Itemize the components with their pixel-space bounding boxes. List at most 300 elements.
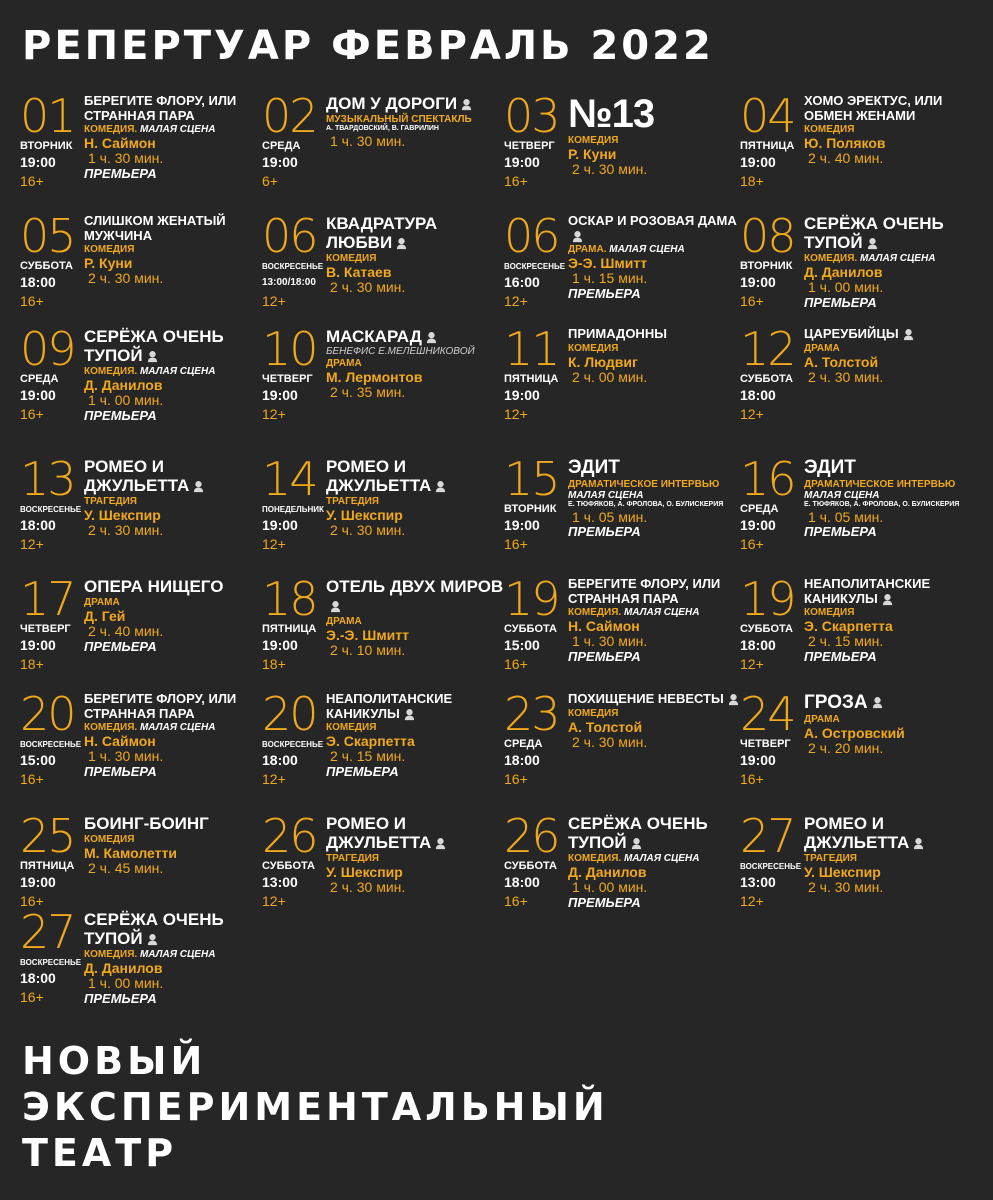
event-time: 13:00/18:00 [262, 277, 316, 288]
event-author: Д. Гей [84, 608, 126, 625]
event-cast: А. ТВАРДОВСКИЙ, В. ГАВРИЛИН [326, 125, 439, 133]
event-info [568, 577, 746, 665]
event-age-rating: 16+ [740, 293, 764, 309]
event-genre-text: ДРАМАТИЧЕСКОЕ ИНТЕРВЬЮ [568, 479, 720, 491]
event-title [804, 814, 982, 852]
event-author: А. Островский [804, 725, 905, 742]
event-title [326, 214, 504, 252]
event-genre-text: ТРАГЕДИЯ [84, 496, 137, 508]
event-card [20, 452, 258, 567]
event-genre [84, 366, 262, 377]
event-age-rating: 18+ [740, 173, 764, 189]
event-time: 19:00 [740, 154, 776, 170]
event-genre [568, 708, 746, 719]
event-premiere-label: ПРЕМЬЕРА [568, 648, 641, 664]
bust-icon [425, 331, 438, 344]
theatre-name-line: ЭКСПЕРИМЕНТАЛЬНЫЙ [22, 1085, 609, 1129]
event-title-text: ОТЕЛЬ ДВУХ МИРОВ [326, 577, 504, 596]
event-title [804, 327, 982, 342]
event-time: 18:00 [20, 274, 56, 290]
event-genre-text: МУЗЫКАЛЬНЫЙ СПЕКТАКЛЬ [326, 114, 472, 126]
event-time: 19:00 [262, 154, 298, 170]
event-card [262, 809, 500, 924]
event-duration: 2 ч. 30 мин. [330, 279, 406, 296]
bust-icon [866, 237, 879, 250]
event-card [504, 322, 742, 437]
event-card [504, 89, 742, 204]
event-duration: 1 ч. 00 мин. [808, 279, 884, 296]
event-duration: 1 ч. 00 мин. [88, 392, 164, 409]
event-genre-text: ТРАГЕДИЯ [326, 853, 379, 865]
event-duration: 1 ч. 00 мин. [572, 879, 648, 896]
event-title-text: ЭДИТ [568, 457, 620, 478]
event-card [740, 322, 978, 437]
bust-icon [434, 837, 447, 850]
event-premiere-label: ПРЕМЬЕРА [84, 165, 157, 181]
event-genre-text: ТРАГЕДИЯ [326, 496, 379, 508]
event-duration: 2 ч. 30 мин. [808, 879, 884, 896]
event-author: М. Лермонтов [326, 369, 423, 386]
event-age-rating: 16+ [20, 293, 44, 309]
event-genre-text: КОМЕДИЯ [84, 834, 135, 846]
bust-icon [329, 600, 342, 613]
event-time: 19:00 [20, 874, 56, 890]
event-info [326, 814, 504, 896]
event-title-text: КВАДРАТУРА ЛЮБВИ [326, 214, 438, 253]
event-day: 05 [20, 209, 75, 263]
event-weekday: ПЯТНИЦА [20, 860, 75, 872]
theatre-name-line: НОВЫЙ [22, 1039, 207, 1083]
event-title-text: РОМЕО И ДЖУЛЬЕТТА [326, 814, 432, 853]
event-title [326, 814, 504, 852]
event-genre [804, 253, 982, 264]
event-genre [84, 244, 262, 255]
event-duration: 2 ч. 15 мин. [808, 633, 884, 650]
event-genre [84, 124, 262, 135]
event-genre [326, 253, 504, 264]
event-author: Н. Саймон [568, 618, 640, 635]
event-genre [326, 496, 504, 507]
event-info [568, 327, 746, 385]
event-duration: 2 ч. 35 мин. [330, 384, 406, 401]
event-stage: МАЛАЯ СЦЕНА [623, 607, 700, 619]
event-day: 06 [504, 209, 559, 263]
bust-icon [192, 480, 205, 493]
event-genre [84, 496, 262, 507]
event-time: 19:00 [740, 752, 776, 768]
event-title-text: СЕРЁЖА ОЧЕНЬ ТУПОЙ [804, 214, 944, 253]
event-age-rating: 12+ [262, 771, 286, 787]
event-author: Д. Данилов [84, 377, 163, 394]
event-info [326, 692, 504, 780]
event-time: 18:00 [262, 752, 298, 768]
event-title-text: ДОМ У ДОРОГИ [326, 94, 458, 113]
event-stage: МАЛАЯ СЦЕНА [139, 366, 216, 378]
event-stage: МАЛАЯ СЦЕНА [623, 853, 700, 865]
event-time: 18:00 [20, 970, 56, 986]
event-title-text: ПОХИЩЕНИЕ НЕВЕСТЫ [568, 691, 724, 706]
event-age-rating: 12+ [740, 656, 764, 672]
event-title [84, 814, 262, 833]
event-premiere-label: ПРЕМЬЕРА [568, 524, 641, 540]
event-weekday: ВОСКРЕСЕНЬЕ [262, 262, 324, 271]
event-title [804, 692, 982, 713]
event-genre [568, 479, 746, 501]
event-duration: 2 ч. 20 мин. [808, 740, 884, 757]
event-age-rating: 18+ [262, 656, 286, 672]
event-weekday: СУББОТА [504, 623, 557, 635]
event-title-text: РОМЕО И ДЖУЛЬЕТТА [804, 814, 910, 853]
event-duration: 1 ч. 30 мин. [330, 132, 406, 149]
event-premiere-label: ПРЕМЬЕРА [84, 638, 157, 654]
event-duration: 1 ч. 30 мин. [88, 748, 164, 765]
event-day: 10 [262, 322, 317, 376]
event-premiere-label: ПРЕМЬЕРА [568, 285, 641, 301]
event-title [84, 577, 262, 596]
event-day: 26 [504, 809, 559, 863]
event-genre [804, 124, 982, 135]
event-age-rating: 18+ [20, 656, 44, 672]
event-day: 19 [740, 572, 795, 626]
event-card [262, 572, 504, 687]
event-weekday: ВОСКРЕСЕНЬЕ [20, 958, 82, 967]
event-card [504, 809, 742, 924]
event-time: 18:00 [740, 637, 776, 653]
event-duration: 2 ч. 30 мин. [330, 879, 406, 896]
event-premiere-label: ПРЕМЬЕРА [804, 294, 877, 310]
event-genre-text: КОМЕДИЯ [804, 124, 855, 136]
bust-icon [871, 696, 884, 709]
event-genre [568, 135, 746, 146]
event-stage: МАЛАЯ СЦЕНА [568, 490, 644, 502]
event-day: 23 [504, 687, 559, 741]
event-genre [326, 358, 504, 369]
event-stage: МАЛАЯ СЦЕНА [139, 722, 216, 734]
event-title [568, 214, 746, 243]
event-title-text: ПРИМАДОННЫ [568, 326, 667, 341]
event-day: 01 [20, 89, 75, 143]
event-duration: 2 ч. 40 мин. [808, 150, 884, 167]
event-author: Р. Куни [84, 255, 133, 272]
event-time: 19:00 [504, 154, 540, 170]
event-info [84, 457, 262, 539]
event-title-text: НЕАПОЛИТАНСКИЕ КАНИКУЛЫ [804, 576, 931, 606]
event-genre [804, 853, 982, 864]
event-author: К. Людвиг [568, 353, 638, 370]
event-age-rating: 12+ [504, 293, 528, 309]
event-age-rating: 12+ [262, 536, 286, 552]
event-genre-text: КОМЕДИЯ [326, 253, 377, 265]
event-age-rating: 16+ [20, 771, 44, 787]
event-author: У. Шекспир [804, 864, 881, 881]
event-author: А. Толстой [804, 353, 879, 370]
bust-icon [571, 230, 584, 243]
event-info [84, 94, 262, 182]
event-age-rating: 12+ [740, 406, 764, 422]
event-day: 12 [740, 322, 795, 376]
event-genre-text: КОМЕДИЯ. [84, 124, 138, 136]
event-age-rating: 16+ [20, 893, 44, 909]
event-day: 03 [504, 89, 559, 143]
event-age-rating: 12+ [262, 406, 286, 422]
event-duration: 1 ч. 05 мин. [572, 509, 648, 526]
event-title [84, 94, 262, 123]
event-info [84, 910, 262, 1006]
event-age-rating: 16+ [504, 656, 528, 672]
event-card [740, 89, 978, 204]
event-duration: 2 ч. 40 мин. [88, 623, 164, 640]
event-info [804, 577, 982, 665]
bust-icon [434, 480, 447, 493]
event-weekday: ПЯТНИЦА [504, 373, 559, 385]
event-info [568, 214, 746, 302]
event-genre-text: ДРАМА [84, 597, 120, 609]
event-title [84, 692, 262, 721]
event-genre [568, 244, 746, 255]
event-weekday: ВТОРНИК [504, 503, 557, 515]
event-genre [804, 714, 982, 725]
event-weekday: СРЕДА [740, 503, 779, 515]
event-info [804, 457, 982, 540]
event-age-rating: 16+ [20, 989, 44, 1005]
event-time: 18:00 [20, 517, 56, 533]
event-info [326, 327, 504, 401]
event-premiere-label: ПРЕМЬЕРА [568, 894, 641, 910]
event-duration: 1 ч. 00 мин. [88, 975, 164, 992]
event-author: Р. Куни [568, 146, 617, 162]
event-day: 14 [262, 452, 317, 506]
event-card [262, 209, 500, 324]
event-info [568, 457, 746, 540]
event-card [740, 572, 978, 687]
event-card [504, 572, 742, 687]
bust-icon [403, 708, 416, 721]
event-subtitle: БЕНЕФИС Е.МЕЛЕШНИКОВОЙ [326, 346, 475, 358]
event-premiere-label: ПРЕМЬЕРА [84, 990, 157, 1006]
event-weekday: ЧЕТВЕРГ [20, 623, 71, 635]
event-genre [568, 343, 746, 354]
event-author: Д. Данилов [568, 864, 647, 881]
event-info [326, 214, 504, 296]
event-genre-text: КОМЕДИЯ. [804, 253, 858, 265]
event-title [326, 327, 504, 346]
bust-icon [460, 98, 473, 111]
event-duration: 2 ч. 45 мин. [88, 860, 164, 877]
page-title: РЕПЕРТУАР ФЕВРАЛЬ 2022 [22, 23, 714, 69]
event-age-rating: 16+ [504, 893, 528, 909]
event-genre [84, 834, 262, 845]
event-title-text: ОСКАР И РОЗОВАЯ ДАМА [568, 213, 737, 228]
bust-icon [902, 328, 915, 341]
bust-icon [630, 837, 643, 850]
event-weekday: ЧЕТВЕРГ [504, 140, 555, 152]
event-title [326, 692, 504, 721]
event-card [262, 452, 500, 567]
event-title-text: СЛИШКОМ ЖЕНАТЫЙ МУЖЧИНА [84, 213, 226, 243]
event-author: У. Шекспир [326, 864, 403, 881]
event-day: 11 [504, 322, 559, 376]
event-time: 19:00 [20, 154, 56, 170]
event-weekday: СРЕДА [262, 140, 301, 152]
event-duration: 2 ч. 30 мин. [88, 270, 164, 287]
event-card [20, 209, 258, 324]
event-card [740, 209, 978, 324]
event-author: Д. Данилов [84, 960, 163, 977]
event-time: 19:00 [20, 637, 56, 653]
event-title-text: БЕРЕГИТЕ ФЛОРУ, ИЛИ СТРАННАЯ ПАРА [84, 691, 237, 721]
event-stage: МАЛАЯ СЦЕНА [804, 490, 880, 502]
event-time: 13:00 [262, 874, 298, 890]
bust-icon [146, 350, 159, 363]
event-title [326, 94, 504, 113]
event-genre-text: КОМЕДИЯ [804, 607, 855, 619]
event-time: 18:00 [740, 387, 776, 403]
event-genre-text: КОМЕДИЯ. [84, 722, 138, 734]
event-genre-text: КОМЕДИЯ [568, 342, 619, 354]
event-genre-text: КОМЕДИЯ. [84, 949, 138, 961]
event-weekday: СРЕДА [20, 373, 59, 385]
event-genre [84, 949, 262, 960]
event-age-rating: 12+ [262, 893, 286, 909]
event-card [504, 209, 742, 324]
event-author: Ю. Поляков [804, 135, 886, 152]
event-duration: 2 ч. 30 мин. [330, 522, 406, 539]
event-duration: 2 ч. 30 мин. [88, 522, 164, 539]
event-age-rating: 16+ [740, 536, 764, 552]
event-author: Н. Саймон [84, 135, 156, 152]
event-genre [326, 114, 504, 125]
event-card [20, 89, 258, 204]
event-genre [568, 853, 746, 864]
event-stage: МАЛАЯ СЦЕНА [609, 244, 685, 256]
event-genre-text: КОМЕДИЯ. [84, 366, 138, 378]
event-time: 15:00 [504, 637, 540, 653]
event-age-rating: 16+ [20, 406, 44, 422]
event-genre-text: ДРАМА [326, 616, 362, 628]
event-premiere-label: ПРЕМЬЕРА [804, 524, 877, 540]
event-info [326, 94, 504, 149]
theatre-name-line: ТЕАТР [22, 1131, 178, 1175]
event-genre-text: КОМЕДИЯ [326, 722, 377, 734]
event-info [84, 577, 262, 654]
event-time: 19:00 [262, 637, 298, 653]
event-title [84, 214, 262, 243]
bust-icon [727, 693, 740, 706]
event-time: 19:00 [504, 517, 540, 533]
event-info [84, 692, 262, 780]
event-title-text: НЕАПОЛИТАНСКИЕ КАНИКУЛЫ [326, 691, 453, 721]
event-time: 16:00 [504, 274, 540, 290]
event-weekday: СУББОТА [262, 860, 315, 872]
event-premiere-label: ПРЕМЬЕРА [804, 648, 877, 664]
event-duration: 2 ч. 15 мин. [330, 748, 406, 765]
event-time: 19:00 [740, 274, 776, 290]
event-weekday: СУББОТА [504, 860, 557, 872]
event-title [326, 457, 504, 495]
event-duration: 2 ч. 00 мин. [572, 368, 648, 385]
event-author: Э. Скарпетта [804, 618, 893, 635]
event-time: 15:00 [20, 752, 56, 768]
event-time: 19:00 [504, 387, 540, 403]
event-genre [84, 722, 262, 733]
event-duration: 2 ч. 30 мин. [572, 733, 648, 750]
event-age-rating: 6+ [262, 173, 278, 189]
event-day: 24 [740, 687, 795, 741]
event-time: 18:00 [504, 874, 540, 890]
event-title-text: БЕРЕГИТЕ ФЛОРУ, ИЛИ СТРАННАЯ ПАРА [84, 93, 237, 123]
event-author: Д. Данилов [804, 264, 883, 281]
event-author: Н. Саймон [84, 733, 156, 750]
event-title-text: ГРОЗА [804, 692, 868, 713]
event-genre [326, 616, 504, 627]
event-weekday: СУББОТА [740, 373, 793, 385]
event-card [20, 905, 258, 1020]
event-genre-text: КОМЕДИЯ [84, 244, 135, 256]
event-title [804, 94, 982, 123]
event-genre-text: ДРАМА. [568, 244, 607, 256]
event-title [84, 457, 262, 495]
event-day: 02 [262, 89, 317, 143]
event-weekday: СРЕДА [504, 738, 543, 750]
event-weekday: СУББОТА [20, 260, 73, 272]
event-author: Э.-Э. Шмитт [326, 627, 409, 644]
event-time: 19:00 [262, 517, 298, 533]
event-duration: 2 ч. 10 мин. [330, 642, 406, 659]
event-title [84, 327, 262, 365]
event-premiere-label: ПРЕМЬЕРА [84, 763, 157, 779]
event-duration: 1 ч. 30 мин. [88, 150, 164, 167]
event-genre [326, 722, 504, 733]
event-card [262, 322, 500, 437]
event-title-text: №13 [568, 92, 655, 136]
event-day: 27 [740, 809, 795, 863]
event-age-rating: 16+ [20, 173, 44, 189]
event-info [326, 577, 504, 659]
event-genre-text: ДРАМА [804, 714, 840, 726]
event-time: 19:00 [740, 517, 776, 533]
event-time: 19:00 [20, 387, 56, 403]
event-time: 13:00 [740, 874, 776, 890]
bust-icon [881, 593, 894, 606]
event-weekday: ПЯТНИЦА [262, 623, 317, 635]
event-card [20, 572, 258, 687]
event-title [568, 814, 746, 852]
event-info [84, 814, 262, 877]
event-card [262, 89, 500, 204]
event-title [568, 94, 746, 134]
event-title [568, 327, 746, 342]
event-author: В. Катаев [326, 264, 392, 281]
event-weekday: ПОНЕДЕЛЬНИК [262, 505, 324, 514]
event-age-rating: 12+ [20, 536, 44, 552]
event-stage: МАЛАЯ СЦЕНА [859, 253, 936, 265]
event-age-rating: 16+ [740, 771, 764, 787]
event-duration: 2 ч. 30 мин. [572, 161, 648, 178]
event-age-rating: 16+ [504, 771, 528, 787]
event-author: У. Шекспир [326, 507, 403, 524]
event-weekday: ВОСКРЕСЕНЬЕ [20, 740, 82, 749]
event-age-rating: 16+ [504, 173, 528, 189]
event-genre-text: КОМЕДИЯ [568, 135, 619, 146]
event-card [20, 322, 258, 437]
bust-icon [395, 237, 408, 250]
event-info [326, 457, 504, 539]
event-day: 16 [740, 452, 795, 506]
event-day: 09 [20, 322, 75, 376]
event-day: 20 [20, 687, 75, 741]
event-day: 06 [262, 209, 317, 263]
event-genre-text: КОМЕДИЯ [568, 707, 619, 719]
